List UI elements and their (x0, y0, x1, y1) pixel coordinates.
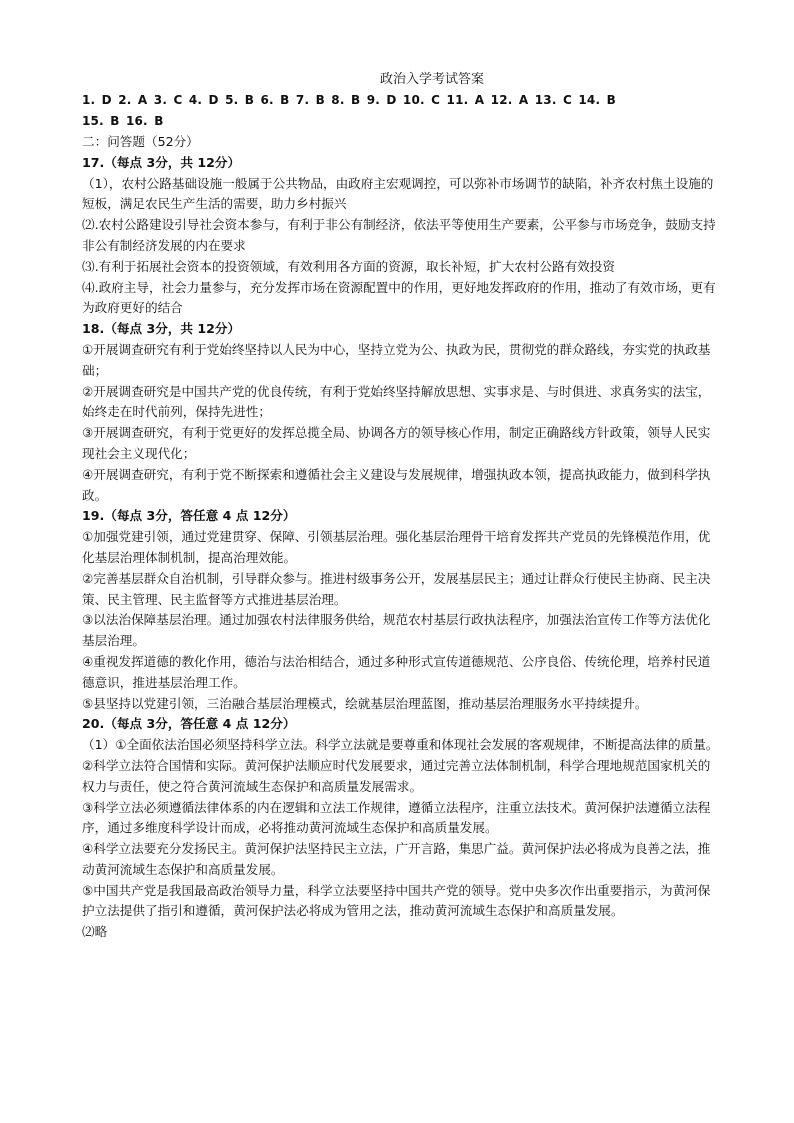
answer-paragraph: ⑤中国共产党是我国最高政治领导力量，科学立法要坚持中国共产党的领导。党中央多次作出重要指示，为黄河保护立法提供了指引和遵循，黄河保护法必将成为管用之法，推动黄河流域生态保护和高质量发展。 (82, 882, 711, 919)
answer-paragraph: ⑷.政府主导，社会力量参与，充分发挥市场在资源配置中的作用，更好地发挥政府的作用，推动了有效市场，更有为政府更好的结合 (82, 279, 716, 316)
answer-paragraph: ④科学立法要充分发扬民主。黄河保护法坚持民主立法，广开言路，集思广益。黄河保护法必将成为良善之法，推动黄河流域生态保护和高质量发展。 (82, 841, 711, 877)
page-title: 政治入学考试答案 (379, 72, 484, 87)
answer-paragraph: ②科学立法符合国情和实际。黄河保护法顺应时代发展要求，通过完善立法体制机制，科学合理地规范国家机关的权力与责任，使之符合黄河流域生态保护和高质量发展需求。 (82, 757, 711, 794)
answer-paragraph: ⑵略 (82, 924, 108, 940)
answer-sheet (82, 70, 722, 943)
answer-paragraph: ②开展调查研究是中国共产党的优良传统，有利于党始终坚持解放思想、实事求是、与时俱进、求真务实的法宝，始终走在时代前列，保持先进性； (82, 383, 711, 420)
answer-paragraph: ③科学立法必须遵循法律体系的内在逻辑和立法工作规律，遵循立法程序，注重立法技术。黄河保护法遵循立法程序，通过多维度科学设计而成，必将推动黄河流域生态保护和高质量发展。 (82, 799, 711, 836)
part2-heading: 二：问答题（52分） (82, 134, 199, 149)
answer-paragraph: ①开展调查研究有利于党始终坚持以人民为中心，坚持立党为公、执政为民，贯彻党的群众路线，夯实党的执政基础； (82, 341, 711, 378)
question-heading: 17.（每点 3分，共 12分） (82, 154, 241, 170)
answer-paragraph: ⑤县坚持以党建引领，三治融合基层治理模式，绘就基层治理蓝图，推动基层治理服务水平持续提升。 (82, 695, 648, 711)
mc-answers-line-1: 1. D 2. A 3. C 4. D 5. B 6. B 7. B 8. B 9. D 10. C 11. A 12. A 13. C 14. B (82, 93, 616, 107)
answer-paragraph: ⑵.农村公路建设引导社会资本参与，有利于非公有制经济，依法平等使用生产要素，公平参与市场竞争，鼓励支持非公有制经济发展的内在要求 (82, 217, 716, 253)
question-18 (82, 319, 722, 506)
answer-paragraph: ④重视发挥道德的教化作用，德治与法治相结合，通过多种形式宣传道德规范、公序良俗、传统伦理，培养村民道德意识，推进基层治理工作。 (82, 653, 711, 690)
question-20 (82, 714, 722, 943)
mc-answers-line-2: 15. B 16. B (82, 114, 164, 128)
answer-paragraph: ⑶.有利于拓展社会资本的投资领域，有效利用各方面的资源，取长补短，扩大农村公路有效投资 (82, 258, 615, 274)
answer-paragraph: ②完善基层群众自治机制，引导群众参与。推进村级事务公开，发展基层民主；通过让群众行使民主协商、民主决策、民主管理、民主监督等方式推进基层治理。 (82, 570, 711, 607)
answer-paragraph: ③开展调查研究，有利于党更好的发挥总揽全局、协调各方的领导核心作用，制定正确路线方针政策，领导人民实现社会主义现代化； (82, 425, 711, 461)
question-heading: 20.（每点 3分，答任意 4 点 12分） (82, 716, 296, 732)
answer-paragraph: （1），农村公路基础设施一般属于公共物品，由政府主宏观调控，可以弥补市场调节的缺陷，补齐农村焦土设施的短板，满足农民生产生活的需要，助力乡村振兴 (82, 175, 714, 212)
question-19 (82, 506, 722, 714)
question-heading: 19.（每点 3分，答任意 4 点 12分） (82, 508, 296, 524)
answer-paragraph: ③以法治保障基层治理。通过加强农村法律服务供给，规范农村基层行政执法程序，加强法治宣传工作等方法优化基层治理。 (82, 612, 711, 649)
answer-paragraph: （1）①全面依法治国必须坚持科学立法。科学立法就是要尊重和体现社会发展的客观规律，不断提高法律的质量。 (82, 737, 719, 753)
question-17 (82, 153, 722, 319)
answer-paragraph: ①加强党建引领，通过党建贯穿、保障、引领基层治理。强化基层治理骨干培育发挥共产党员的先锋模范作用，优化基层治理体制机制，提高治理效能。 (82, 529, 711, 565)
question-heading: 18.（每点 3分，共 12分） (82, 321, 241, 337)
answer-paragraph: ④开展调查研究，有利于党不断探索和遵循社会主义建设与发展规律，增强执政本领，提高执政能力，做到科学执政。 (82, 466, 711, 503)
